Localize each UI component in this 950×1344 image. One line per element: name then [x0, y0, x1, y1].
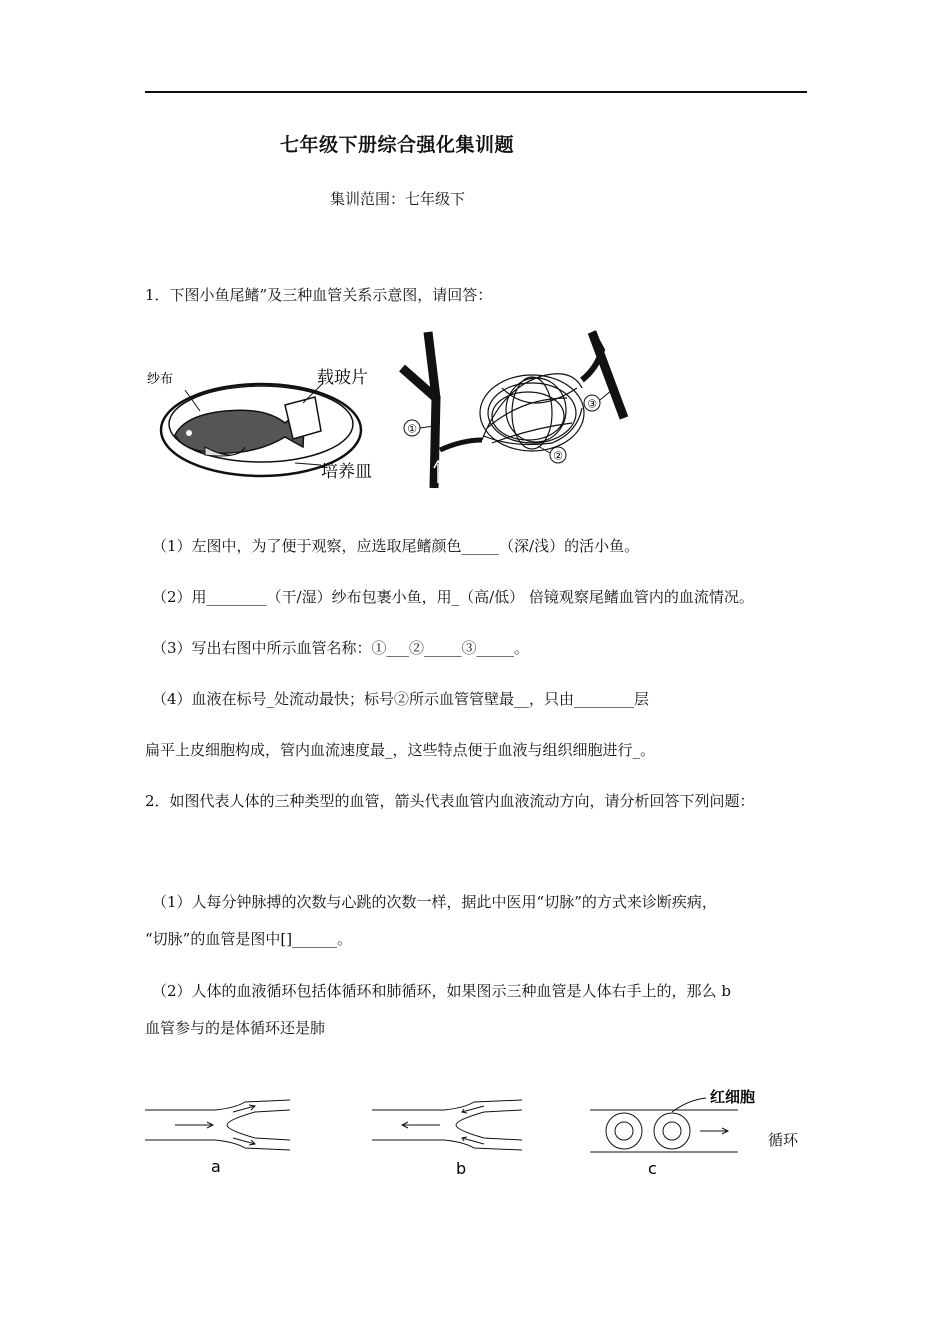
vessel-b-figure: [372, 1092, 527, 1182]
vessel-3-label: ③: [587, 397, 597, 411]
vessel-b-label: b: [456, 1159, 467, 1178]
dish-label: 培养皿: [321, 462, 372, 482]
rbc-label: 红细胞: [710, 1088, 756, 1106]
q2-part2-line3: 循环: [768, 1131, 799, 1149]
vessel-a-label: a: [211, 1157, 221, 1176]
q2-part1-line2: “切脉”的血管是图中[]______。: [145, 930, 353, 948]
page-title: 七年级下册综合强化集训题: [280, 134, 515, 156]
top-rule: [145, 91, 807, 93]
q1-stem: 1．下图小鱼尾鳍”及三种血管关系示意图，请回答：: [145, 286, 493, 304]
q1-part2: （2）用________（干/湿）纱布包裹小鱼，用_（高/低） 倍镜观察尾鳍血管内的血流情况。: [152, 588, 754, 606]
q1-part3: （3）写出右图中所示血管名称：①___②_____③_____。: [152, 639, 530, 657]
q1-part4-line2: 扁平上皮细胞构成，管内血流速度最_，这些特点便于血液与组织细胞进行_。: [145, 741, 656, 759]
vessel-2-label: ②: [553, 449, 563, 463]
vessel-c-figure: [588, 1082, 773, 1182]
vessel-c-label: c: [648, 1159, 657, 1178]
fish-dish-figure: [145, 355, 385, 495]
q2-part2-line2: 血管参与的是体循环还是肺: [145, 1019, 326, 1037]
vessel-1-label: ①: [407, 422, 417, 436]
q1-part1: （1）左图中，为了便于观察，应选取尾鳍颜色_____（深/浅）的活小鱼。: [152, 537, 640, 555]
q2-part2-line1: （2）人体的血液循环包括体循环和肺循环，如果图示三种血管是人体右手上的，那么 b: [152, 982, 731, 1000]
slide-label: 载玻片: [317, 368, 368, 388]
blood-vessel-figure: [392, 328, 637, 493]
q2-stem: 2．如图代表人体的三种类型的血管，箭头代表血管内血液流动方向，请分析回答下列问题：: [145, 792, 755, 810]
vessel-a-figure: [145, 1092, 295, 1182]
q2-part1-line1: （1）人每分钟脉搏的次数与心跳的次数一样，据此中医用“切脉”的方式来诊断疾病，: [152, 893, 717, 911]
page-subtitle: 集训范围：七年级下: [330, 190, 466, 208]
gauze-label: 纱布: [147, 372, 174, 387]
q1-part4-line1: （4）血液在标号_处流动最快；标号②所示血管管壁最__，只由________层: [152, 690, 650, 708]
